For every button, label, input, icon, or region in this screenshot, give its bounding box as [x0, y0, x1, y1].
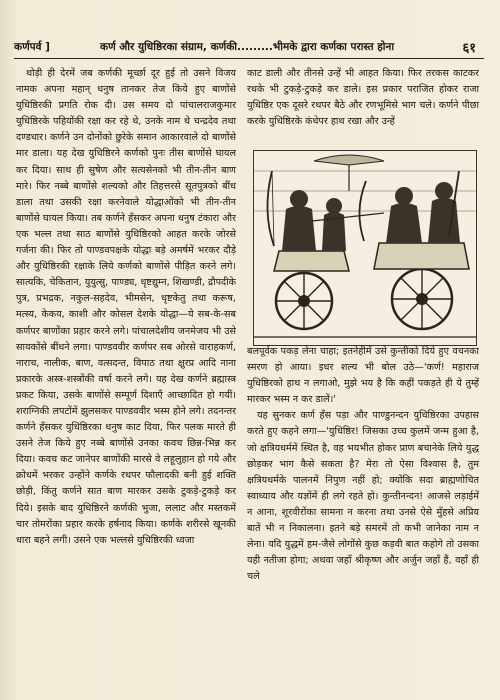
right-column-top-text: काट डाली और तीनसे उन्हें भी आहत किया। फिर तरकस काटकर रथके भी टुकड़े-टुकड़े कर डाले। इस प्रकार पराजित होकर राजा युधिष्ठिर एक दूसरे रथपर बैठे और रणभूमिसे भाग चले। कर्णने पीछा करके युधिष्ठिरके कंधेपर हाथ रखा और उन्हें — [247, 68, 479, 128]
battle-illustration-icon — [254, 151, 476, 345]
header-rule — [14, 58, 484, 59]
right-column-bottom — [247, 344, 479, 694]
right-column-bottom-para1: बलपूर्वक पकड़ लेना चाहा; इतनेहीमें उसे कुन्तीको दिये हुए वचनका स्मरण हो आया। इधर शल्य भी बोल उठे—'कर्ण! महाराज युधिष्ठिरको हाथ न लगाओ, मुझे भय है कि कहीं पकड़ते ही ये तुम्हें मारकर भस्म न कर डालें।' — [247, 346, 479, 406]
section-name: कर्णपर्व ] — [14, 41, 50, 53]
right-column-top — [247, 66, 479, 150]
battle-illustration — [253, 150, 477, 346]
right-column-bottom-para2: यह सुनकर कर्ण हँस पड़ा और पाण्डुनन्दन युधिष्ठिरका उपहास करते हुए कहने लगा—'युधिष्ठिर! जिसका उच्च कुलमें जन्म हुआ है, जो क्षत्रियधर्ममें स्थित है, वह भयभीत होकर प्राण बचानेके लिये युद्ध छोड़कर भाग कैसे सकता है? मेरा तो ऐसा विश्वास है, तुम क्षत्रियधर्मके पालनमें निपुण नहीं हो; क्योंकि सदा ब्राह्मणोचित स्वाध्याय और यज्ञोंमें ही लगे रहते हो। कुन्तीनन्दन! आजसे लड़ाईमें न आना, शूरवीरोंका सामना न करना तथा उनसे ऐसे मुँहसे अप्रिय बातें भी न निकालना। इतने बड़े समरमें तो कभी जानेका नाम न लेना। यदि युद्धमें हम-जैसे लोगोंसे कुछ कड़वी बात कहोगे तो उसका यही नतीजा होगा; अथवा जहाँ श्रीकृष्ण और अर्जुन जहाँ हैं, वहाँ ही चले — [247, 410, 479, 583]
page-number: ६१ — [462, 41, 476, 56]
left-column-text: थोड़ी ही देरमें जब कर्णकी मूर्च्छा दूर हुई तो उसने विजय नामक अपना महान् धनुष तानकर तेज किये हुए बाणोंसे युधिष्ठिरकी प्रगति रोक दी। उस समय दो पांचालराजकुमार युधिष्ठिरके पहियोंकी रक्षा कर रहे थे, उनके नाम थे चन्द्रदेव तथा दण्डधार। कर्णने उन दोनोंको छुरेके समान आकारवाले दो बाणोंसे मार डाला। यह देख युधिष्ठिरने कर्णको पुनः तीस बाणोंसे घायल कर दिया। साथ ही सुषेण और सत्यसेनको भी तीन-तीन बाण मारे। फिर नब्बे बाणोंसे शल्यको और तिहत्तरसे सूतपुत्रको बींध डाला तथा उसकी रक्षा करनेवाले योद्धाओंको भी तीन-तीन बाणोंसे घायल किया। तब कर्णने हँसकर अपना धनुष टंकारा और एक भल्ल तथा साठ बाणोंसे युधिष्ठिरको आहत करके जोरसे गर्जना की। फिर तो पाण्डवपक्षके योद्धा बड़े अमर्षमें भरकर दौड़े और युधिष्ठिरकी रक्षाके लिये कर्णको बाणोंसे पीड़ित करने लगे। सात्यकि, चेकितान, युयुत्सु, पाण्ड्य, धृष्टद्युम्न, शिखण्डी, द्रौपदीके पुत्र, प्रभद्रक, नकुल-सहदेव, भीमसेन, धृष्टकेतु तथा करूष, मत्स्य, केकय, काशी और कोसल देशके योद्धा—ये सब-के-सब कर्णपर बाणोंका प्रहार करने लगे। पांचालदेशीय जनमेजय भी उसे सायकोंसे बींधने लगा। पाण्डववीर कर्णपर सब ओरसे वाराहकर्ण, नाराच, नालीक, बाण, वत्सदन्त, विपाठ तथा क्षुरप्र आदि नाना प्रकारके अस्त्र-शस्त्रोंकी वर्षा करने लगे। यह देख कर्णने ब्रह्मास्त्र प्रकट किया, उसके बाणोंसे सम्पूर्ण दिशाएँ आच्छादित हो गयीं। शराग्निकी लपटोंमें झुलसकर पाण्डववीर भस्म होने लगे। तदनन्तर कर्णने हँसकर युधिष्ठिरका धनुष काट दिया, फिर पलक मारते ही उसने तेज किये हुए नब्बे बाणोंसे उनका कवच छिन्न-भिन्न कर दिया। कवच कट जानेपर बाणोंकी मारसे वे लहूलुहान हो गये और क्रोधमें भरकर उन्होंने कर्णके रथपर फौलादकी बनी हुई शक्ति छोड़ी, किंतु कर्णने सात बाण मारकर उसके टुकड़े-टुकड़े कर दिये। इसके बाद युधिष्ठिरने कर्णकी भुजा, ललाट और मस्तकमें चार तोमरोंका प्रहार करके हर्षनाद किया। कर्णके शरीरसे खूनकी धारा बहने लगी। उसने एक भल्लसे युधिष्ठिरकी ध्वजा — [16, 68, 236, 546]
left-column — [16, 66, 236, 692]
page-header — [14, 38, 484, 58]
running-title: कर्ण और युधिष्ठिरका संग्राम, कर्णकी.........भीमके द्वारा कर्णका परास्त होना — [100, 41, 395, 53]
